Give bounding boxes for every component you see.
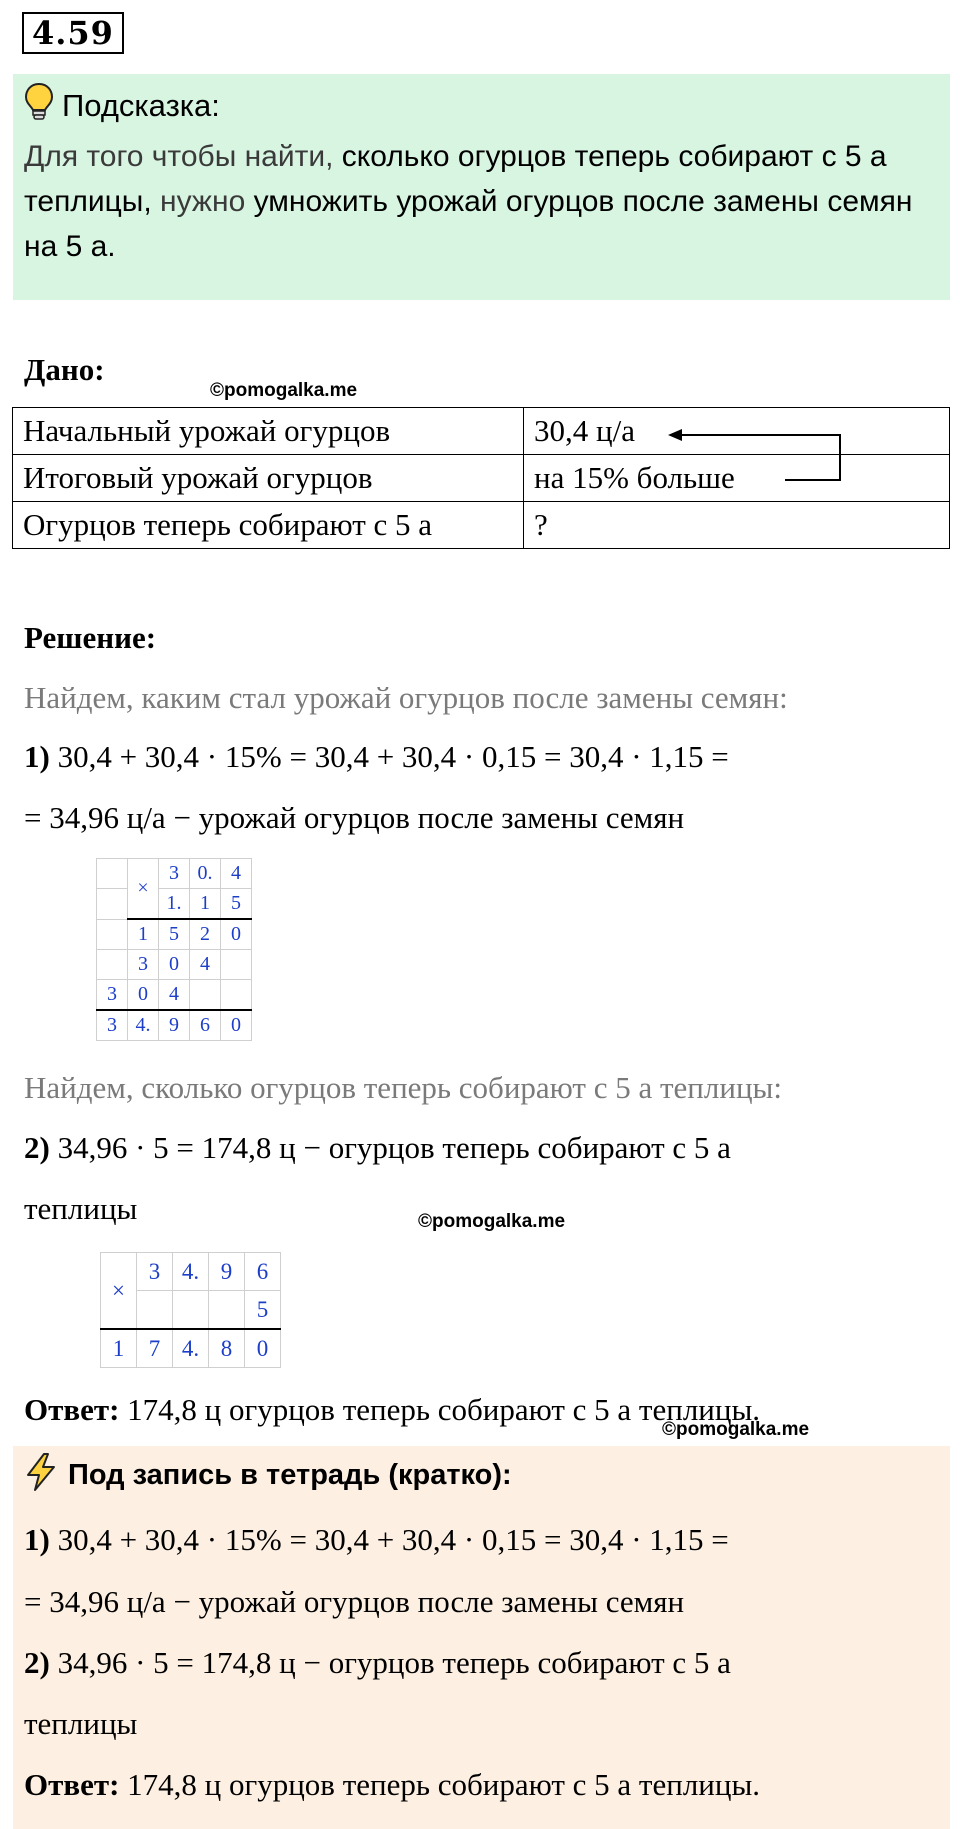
calc-cell: 6 xyxy=(190,1010,221,1041)
table-row xyxy=(101,1329,281,1368)
calc-cell: 5 xyxy=(221,889,252,920)
short-step2-number: 2) xyxy=(24,1645,50,1680)
given-value: на 15% больше xyxy=(524,455,950,502)
calc-cell xyxy=(97,859,128,889)
step2-number: 2) xyxy=(24,1130,50,1165)
short-step1-number: 1) xyxy=(24,1522,50,1557)
answer-label: Ответ: xyxy=(24,1392,120,1427)
answer-text: 174,8 ц огурцов теперь собирают с 5 а теплицы. xyxy=(127,1392,761,1427)
calc-cell: 9 xyxy=(209,1253,245,1291)
calc-cell xyxy=(190,980,221,1011)
calc-cell: 3 xyxy=(128,950,159,980)
calc-cell: 0 xyxy=(221,1010,252,1041)
calc-cell xyxy=(97,889,128,920)
given-label: Огурцов теперь собирают с 5 а xyxy=(13,502,524,549)
watermark: ©pomogalka.me xyxy=(662,1419,810,1440)
calc-cell: 1 xyxy=(190,889,221,920)
calc-cell: 5 xyxy=(159,919,190,950)
hint-title-text: Подсказка: xyxy=(62,88,220,123)
hint-text-2: сколько огурцов теперь собирают с 5 а теплицы, xyxy=(24,140,887,218)
short-step1-line2: = 34,96 ц/а − урожай огурцов после замены семян xyxy=(24,1584,685,1619)
table-row xyxy=(13,502,950,549)
calc-cell: 3 xyxy=(159,859,190,889)
table-row xyxy=(97,859,252,889)
given-label: Итоговый урожай огурцов xyxy=(13,455,524,502)
step1-number: 1) xyxy=(24,739,50,774)
multiplication-1 xyxy=(96,858,252,1041)
calc-cell: 7 xyxy=(137,1329,173,1368)
calc-cell xyxy=(221,950,252,980)
hint-text-3: нужно xyxy=(160,185,246,218)
given-heading: Дано: xyxy=(24,352,105,387)
multiply-sign: × xyxy=(101,1253,137,1330)
given-value: ? xyxy=(524,502,950,549)
calc-cell: 4. xyxy=(173,1329,209,1368)
hint-title xyxy=(24,82,220,126)
calc-cell: 3 xyxy=(97,980,128,1011)
table-row xyxy=(97,950,252,980)
calc-cell: 4 xyxy=(190,950,221,980)
answer xyxy=(24,1390,760,1430)
calc-cell xyxy=(97,950,128,980)
table-row xyxy=(101,1253,281,1291)
short-step2-line2: теплицы xyxy=(24,1706,138,1741)
calc-cell xyxy=(97,919,128,950)
calc-cell: 0. xyxy=(190,859,221,889)
step1-line1 xyxy=(24,737,729,777)
given-value: 30,4 ц/а xyxy=(524,408,950,455)
hint-text xyxy=(24,134,944,269)
solution-heading: Решение: xyxy=(24,620,157,655)
calc-cell: 8 xyxy=(209,1329,245,1368)
calc-cell: 0 xyxy=(245,1329,281,1368)
calc-cell: 6 xyxy=(245,1253,281,1291)
short-answer xyxy=(24,1765,760,1805)
table-row xyxy=(97,1010,252,1041)
relation-arrow-icon xyxy=(660,425,850,495)
short-title xyxy=(24,1452,512,1497)
calc-cell xyxy=(173,1291,209,1330)
short-step1-expression: 30,4 + 30,4 · 15% = 30,4 + 30,4 · 0,15 = 30,4 · 1,15 = xyxy=(57,1522,729,1557)
calc-cell: 5 xyxy=(245,1291,281,1330)
calc-cell xyxy=(209,1291,245,1330)
calc-cell: 1 xyxy=(101,1329,137,1368)
table-row xyxy=(97,980,252,1011)
hint-text-1: Для того чтобы найти, xyxy=(24,140,334,173)
calc-cell: 0 xyxy=(159,950,190,980)
calc-cell: 1 xyxy=(128,919,159,950)
calc-cell: 1. xyxy=(159,889,190,920)
task-number: 4.59 xyxy=(22,12,124,54)
calc-cell: 0 xyxy=(128,980,159,1011)
calc-cell: 2 xyxy=(190,919,221,950)
calc-cell: 0 xyxy=(221,919,252,950)
short-step2-line1 xyxy=(24,1643,731,1683)
calc-cell: 3 xyxy=(137,1253,173,1291)
lightning-icon xyxy=(24,1452,58,1492)
calc-cell xyxy=(137,1291,173,1330)
step1-expression: 30,4 + 30,4 · 15% = 30,4 + 30,4 · 0,15 = 30,4 · 1,15 = xyxy=(57,739,729,774)
multiply-sign: × xyxy=(128,859,159,920)
short-step2-expression: 34,96 · 5 = 174,8 ц − огурцов теперь собирают с 5 а xyxy=(57,1645,731,1680)
step2-line1 xyxy=(24,1128,731,1168)
table-row xyxy=(97,889,252,920)
short-answer-label: Ответ: xyxy=(24,1767,120,1802)
lightbulb-icon xyxy=(24,82,54,122)
short-title-text: Под запись в тетрадь (кратко): xyxy=(68,1459,512,1491)
calc-cell: 4. xyxy=(128,1010,159,1041)
step2-line2: теплицы xyxy=(24,1191,138,1226)
step1-intro: Найдем, каким стал урожай огурцов после замены семян: xyxy=(24,680,788,715)
hint-text-4: умножить урожай огурцов после замены семян на 5 а. xyxy=(24,185,913,263)
calc-cell: 4. xyxy=(173,1253,209,1291)
calc-cell: 9 xyxy=(159,1010,190,1041)
step1-line2: = 34,96 ц/а − урожай огурцов после замены семян xyxy=(24,800,685,835)
table-row xyxy=(97,919,252,950)
step2-expression: 34,96 · 5 = 174,8 ц − огурцов теперь собирают с 5 а xyxy=(57,1130,731,1165)
watermark: ©pomogalka.me xyxy=(418,1211,566,1232)
step2-intro: Найдем, сколько огурцов теперь собирают с 5 а теплицы: xyxy=(24,1070,782,1105)
short-answer-text: 174,8 ц огурцов теперь собирают с 5 а теплицы. xyxy=(127,1767,761,1802)
calc-cell: 4 xyxy=(159,980,190,1011)
calc-cell xyxy=(221,980,252,1011)
short-step1-line1 xyxy=(24,1520,729,1560)
watermark: ©pomogalka.me xyxy=(210,380,358,401)
given-label: Начальный урожай огурцов xyxy=(13,408,524,455)
calc-cell: 4 xyxy=(221,859,252,889)
calc-cell: 3 xyxy=(97,1010,128,1041)
multiplication-2 xyxy=(100,1252,281,1368)
